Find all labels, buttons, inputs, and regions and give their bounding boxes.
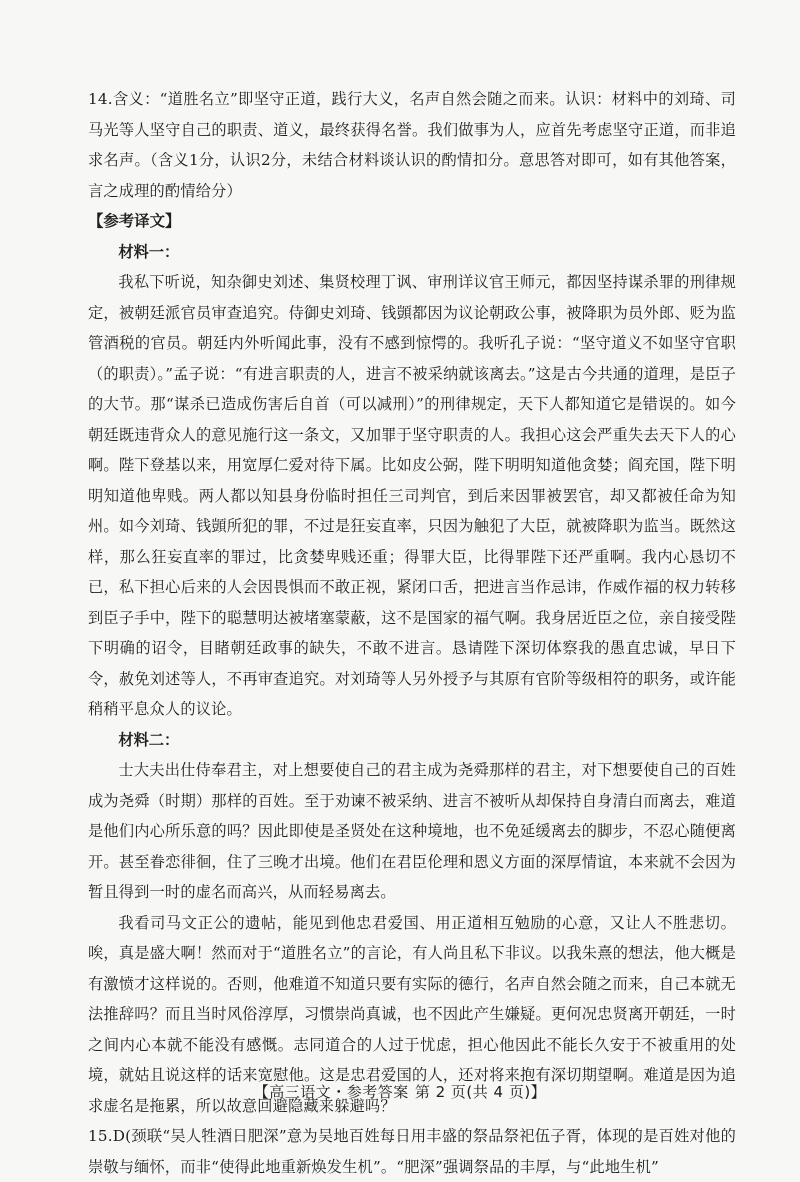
question-15-answer (88, 1121, 736, 1182)
question-14-answer (88, 84, 736, 206)
material-2-paragraph-1: 士大夫出仕侍奉君主，对上想要使自己的君主成为尧舜那样的君主，对下想要使自己的百姓成为尧舜（时期）那样的百姓。至于劝谏不被采纳、进言不被听从却保持自身清白而离去，难道是他们内心所乐意的吗？因此即使是圣贤处在这种境地，也不免延缓离去的脚步，不忍心随便离开。甚至眷恋徘徊，住了三晚才出境。他们在君臣伦理和恩义方面的深厚情谊，本来就不会因为暂且得到一时的虚名而高兴，从而轻易离去。 (88, 761, 736, 901)
material-2-paragraph-2: 我看司马文正公的遗帖，能见到他忠君爱国、用正道相互勉励的心意，又让人不胜悲切。唉，真是盛大啊！然而对于“道胜名立”的言论，有人尚且私下非议。以我朱熹的想法，他大概是有激愤才这样说的。否则，他难道不知道只要有实际的德行，名声自然会随之而来，自己本就无法推辞吗？而且当时风俗淳厚，习惯崇尚真诚，也不因此产生嫌疑。更何况忠贤离开朝廷，一时之间内心本就不能没有感慨。志同道合的人过于忧虑，担心他因此不能长久安于不被重用的处境，就姑且说这样的话来宽慰他。这是忠君爱国的人，还对将来抱有深切期望啊。难道是因为追求虚名是拖累，所以故意回避隐藏来躲避吗？ (88, 913, 736, 1115)
footer-page-number: 第 2 页(共 4 页)】 (414, 1083, 547, 1101)
reference-translation-heading: 【参考译文】 (88, 212, 181, 230)
question-15-text: D(颈联“吴人牲酒日肥深”意为吴地百姓每日用丰盛的祭品祭祀伍子胥，体现的是百姓对他的崇敬与缅怀，而非“使得此地重新焕发生机”。“肥深”强调祭品的丰厚，与“此地生机” (88, 1127, 736, 1176)
material-1-translation: 我私下听说，知杂御史刘述、集贤校理丁讽、审刑详议官王师元，都因坚持谋杀罪的刑律规定，被朝廷派官员审查追究。侍御史刘琦、钱顗都因为议论朝政公事，被降职为员外郎、贬为监管酒税的官员。朝廷内外听闻此事，没有不感到惊愕的。我听孔子说：“坚守道义不如坚守官职（的职责）。”孟子说：“有进言职责的人，进言不被采纳就该离去。”这是古今共通的道理，是臣子的大节。那“谋杀已造成伤害后自首（可以减刑）”的刑律规定，天下人都知道它是错误的。如今朝廷既违背众人的意见施行这一条文，又加罪于坚守职责的人。我担心这会严重失去天下人的心啊。陛下登基以来，用宽厚仁爱对待下属。比如皮公弼，陛下明明知道他贪婪；阎充国，陛下明明知道他卑贱。两人都以知县身份临时担任三司判官，到后来因罪被罢官，却又都被任命为知州。如今刘琦、钱顗所犯的罪，不过是狂妄直率，只因为触犯了大臣，就被降职为监当。既然这样，那么狂妄直率的罪过，比贪婪卑贱还重；得罪大臣，比得罪陛下还严重啊。我内心恳切不已，私下担心后来的人会因畏惧而不敢正视，紧闭口舌，把进言当作忌讳，作威作福的权力转移到臣子手中，陛下的聪慧明达被堵塞蒙蔽，这不是国家的福气啊。我身居近臣之位，亲自接受陛下明确的诏令，目睹朝廷政事的缺失，不敢不进言。恳请陛下深切体察我的愚直忠诚，早日下令，赦免刘述等人，不再审查追究。对刘琦等人另外授予与其原有官阶等级相符的职务，或许能稍稍平息众人的议论。 (88, 273, 736, 718)
footer-title: 【高三语文・参考答案 (253, 1083, 409, 1101)
material-1-label: 材料一： (118, 242, 180, 261)
question-14-text: 含义：“道胜名立”即坚守正道，践行大义，名声自然会随之而来。认识：材料中的刘琦、司马光等人坚守自己的职责、道义，最终获得名誉。我们做事为人，应首先考虑坚守正道，而非追求名声。（含义1分，认识2分，未结合材料谈认识的酌情扣分。意思答对即可，如有其他答案，言之成理的酌情给分） (88, 90, 736, 200)
question-14-number: 14. (88, 90, 113, 108)
question-15-number: 15. (88, 1127, 113, 1145)
material-2-label: 材料二： (118, 730, 180, 749)
page-footer (0, 1081, 800, 1102)
